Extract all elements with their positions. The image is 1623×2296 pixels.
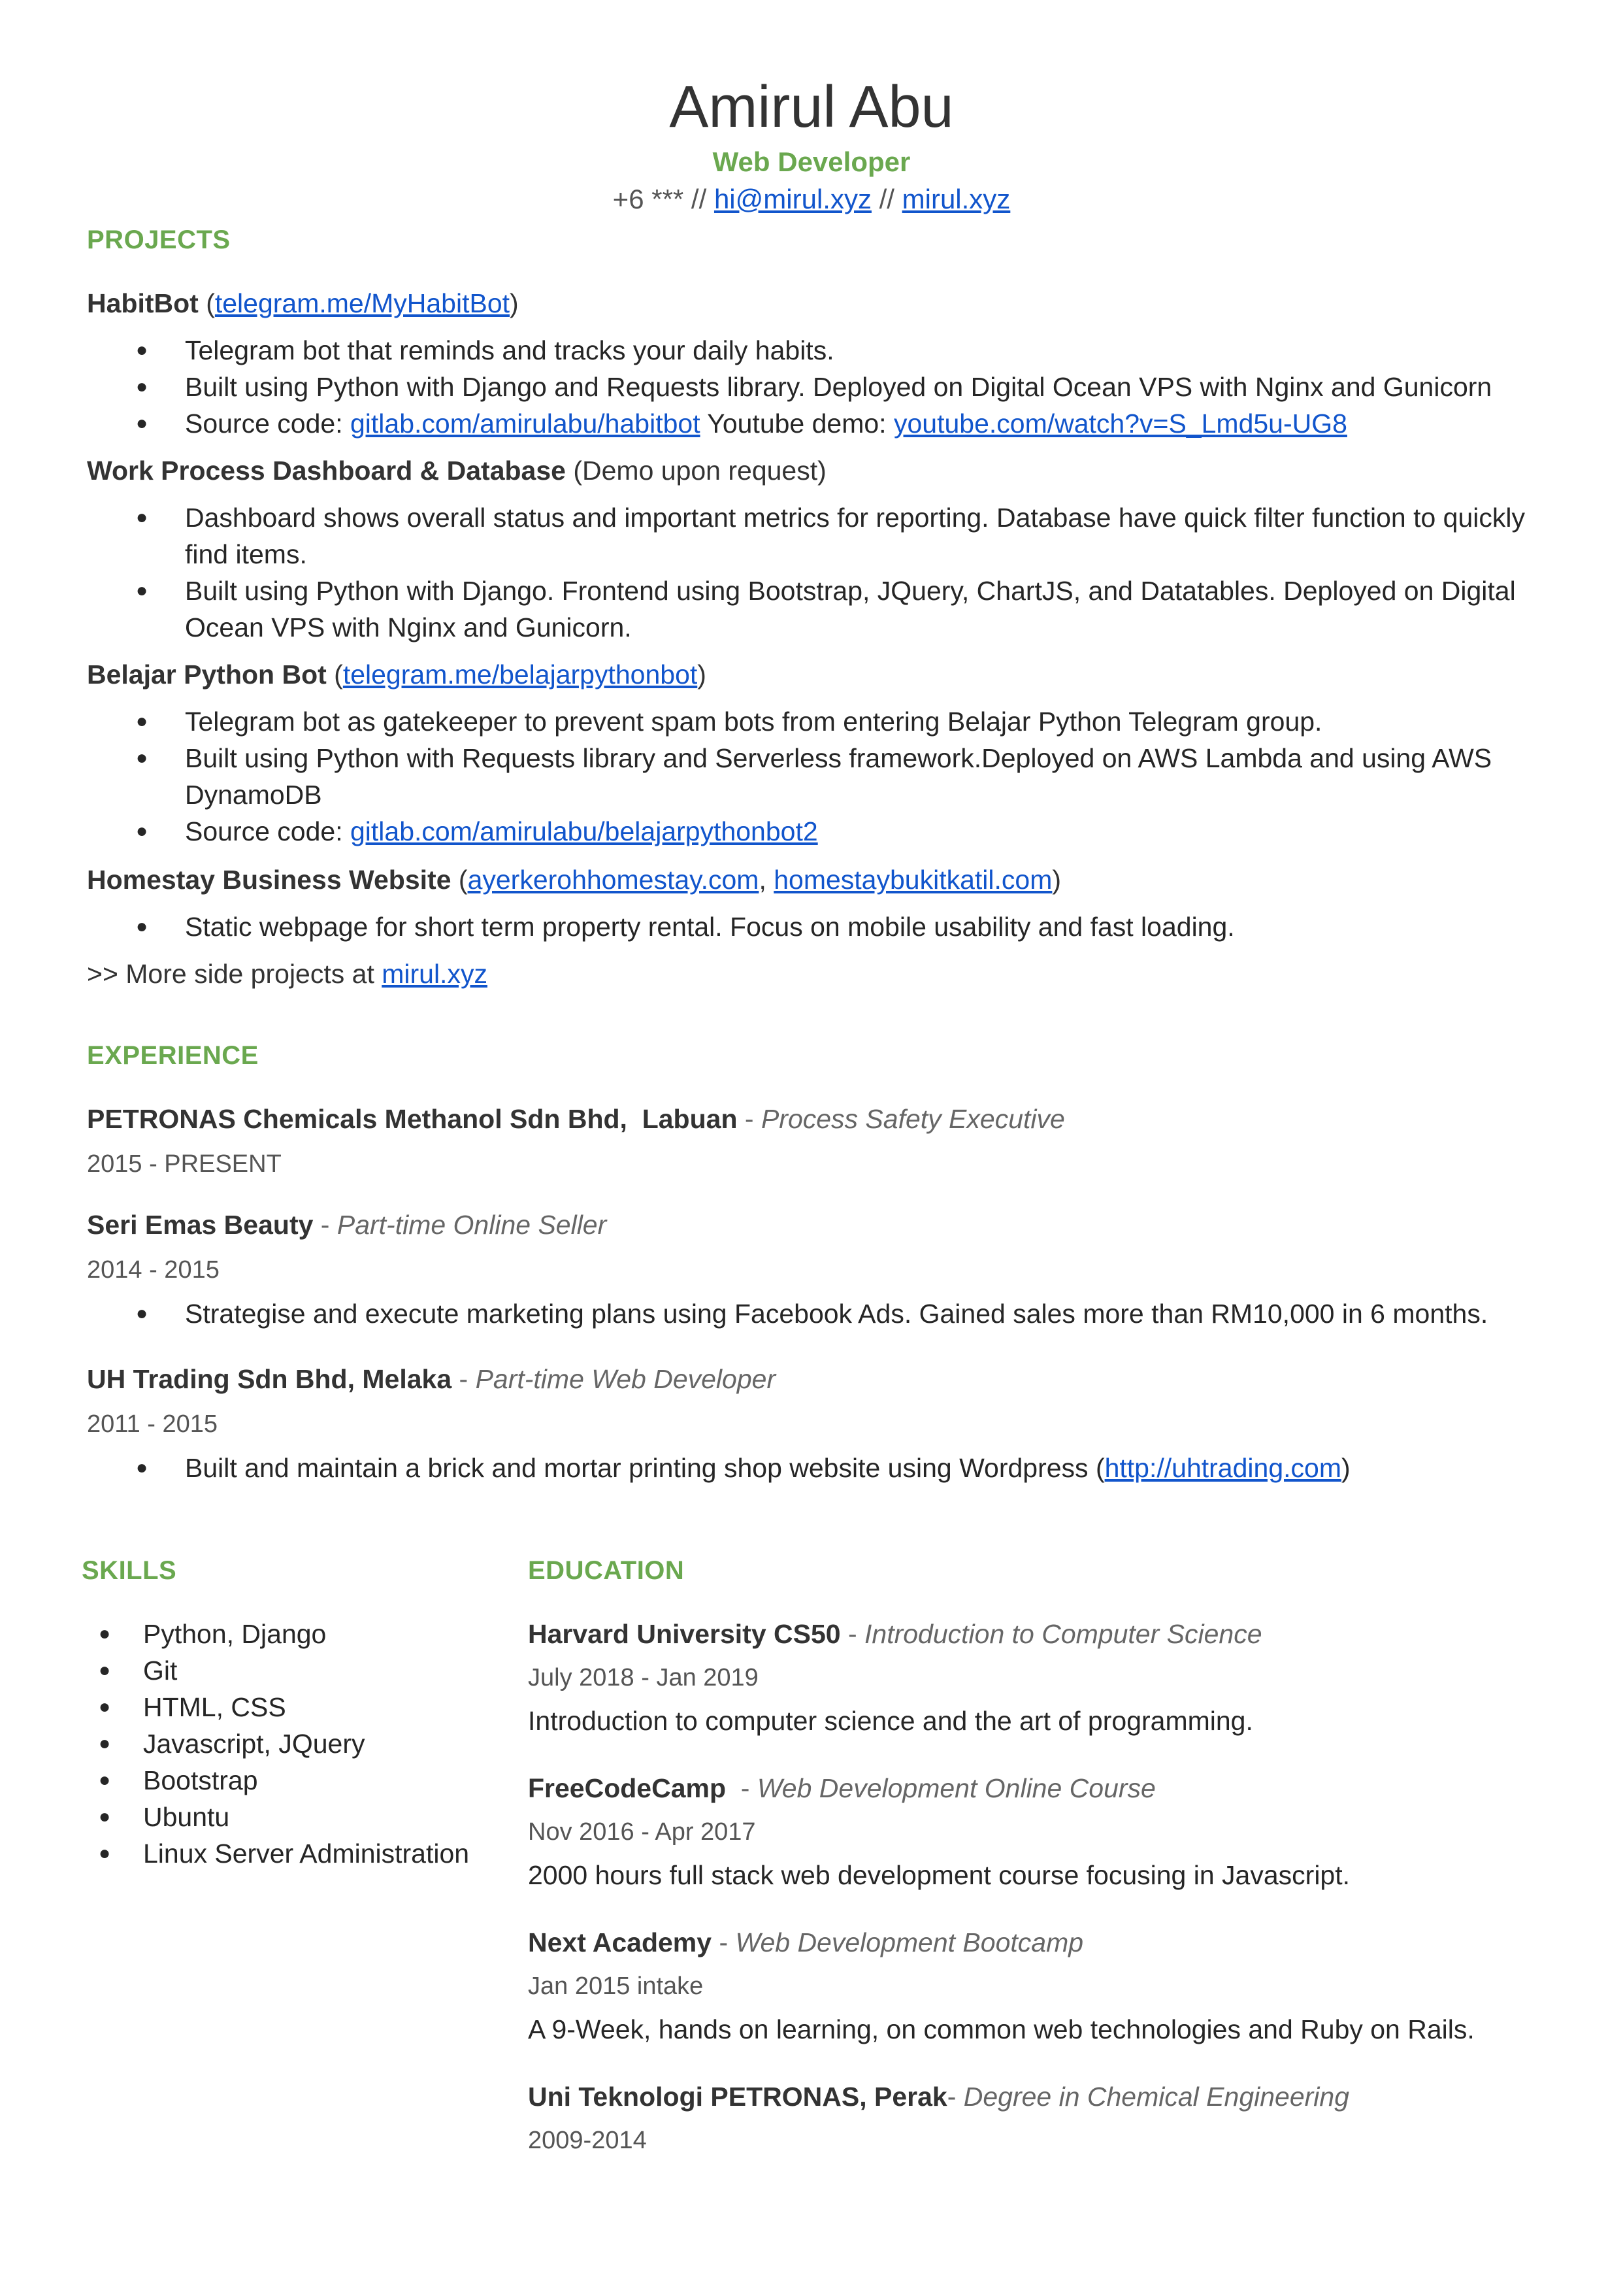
paren-close: ) xyxy=(510,288,519,318)
project-title: Belajar Python Bot xyxy=(87,659,327,690)
company-name: Seri Emas Beauty xyxy=(87,1210,314,1240)
project-link[interactable]: telegram.me/belajarpythonbot xyxy=(342,659,698,690)
list-item: ● Python, Django xyxy=(87,1616,492,1652)
education-item xyxy=(528,1616,1573,1740)
person-name: Amirul Abu xyxy=(669,75,954,140)
role-separator: - xyxy=(737,1104,761,1134)
paren-open: ( xyxy=(451,865,468,895)
contact-separator: // xyxy=(871,184,902,214)
school-name: FreeCodeCamp xyxy=(528,1773,727,1803)
school-name: Uni Teknologi PETRONAS, Perak xyxy=(528,2082,947,2112)
education-description: Introduction to computer science and the art of programming. xyxy=(528,1706,1253,1736)
website-link[interactable]: mirul.xyz xyxy=(902,184,1011,214)
project-homestay xyxy=(87,861,1550,945)
job-dates: 2011 - 2015 xyxy=(87,1410,218,1438)
course-separator: - xyxy=(840,1619,865,1649)
project-note: (Demo upon request) xyxy=(565,456,827,486)
more-projects-text: >> More side projects at xyxy=(87,959,382,989)
more-projects xyxy=(87,956,1550,992)
project-link-2[interactable]: homestaybukitkatil.com xyxy=(774,865,1053,895)
skills-list xyxy=(87,1616,492,1872)
skill-bullets xyxy=(87,1616,492,1872)
job-dates: 2015 - PRESENT xyxy=(87,1150,282,1178)
source-link[interactable]: gitlab.com/amirulabu/habitbot xyxy=(350,408,700,439)
paren-close: ) xyxy=(697,659,706,690)
project-title: Work Process Dashboard & Database xyxy=(87,456,566,486)
list-item xyxy=(87,405,1550,442)
project-link[interactable]: ayerkerohhomestay.com xyxy=(467,865,759,895)
list-item: ● Built using Python with Django and Requests library. Deployed on Digital Ocean VPS with Nginx and Gunicorn xyxy=(87,369,1550,405)
school-name: Harvard University CS50 xyxy=(528,1619,841,1649)
section-heading-experience: EXPERIENCE xyxy=(87,1041,259,1070)
project-bullets xyxy=(87,908,1550,945)
source-link[interactable]: gitlab.com/amirulabu/belajarpythonbot2 xyxy=(350,816,818,846)
bullet-text: Built and maintain a brick and mortar printing shop website using Wordpress ( xyxy=(185,1453,1105,1483)
education-description: 2000 hours full stack web development course focusing in Javascript. xyxy=(528,1860,1351,1890)
list-item: ● Linux Server Administration xyxy=(87,1835,492,1872)
education-dates: Nov 2016 - Apr 2017 xyxy=(528,1818,756,1846)
education-dates: July 2018 - Jan 2019 xyxy=(528,1664,759,1691)
list-item: ● Telegram bot that reminds and tracks your daily habits. xyxy=(87,332,1550,369)
education-description: A 9-Week, hands on learning, on common web technologies and Ruby on Rails. xyxy=(528,2014,1475,2044)
list-item: ● Telegram bot as gatekeeper to prevent spam bots from entering Belajar Python Telegram group. xyxy=(87,703,1550,740)
section-heading-education: EDUCATION xyxy=(528,1556,685,1585)
project-dashboard xyxy=(87,452,1550,646)
course-name: Web Development Online Course xyxy=(757,1773,1156,1803)
role-separator: - xyxy=(313,1210,337,1240)
list-item xyxy=(87,1450,1550,1486)
list-item: ● Bootstrap xyxy=(87,1762,492,1799)
paren-open: ( xyxy=(326,659,343,690)
school-name: Next Academy xyxy=(528,1927,712,1957)
job-role: Process Safety Executive xyxy=(761,1104,1065,1134)
contact-line xyxy=(0,180,1623,218)
project-habitbot xyxy=(87,285,1550,442)
list-item: ● Dashboard shows overall status and important metrics for reporting. Database have quick filter function to quickly find items. xyxy=(87,499,1550,573)
more-projects-link[interactable]: mirul.xyz xyxy=(382,959,487,989)
demo-label: Youtube demo: xyxy=(700,408,894,439)
phone-number: +6 *** xyxy=(612,184,684,214)
project-belajar-python-bot xyxy=(87,656,1550,850)
education-dates: Jan 2015 intake xyxy=(528,1972,704,2000)
project-title: HabitBot xyxy=(87,288,199,318)
experience-item xyxy=(87,1361,1550,1486)
job-bullets xyxy=(87,1450,1550,1486)
course-name: Introduction to Computer Science xyxy=(864,1619,1262,1649)
course-separator: - xyxy=(947,2082,964,2112)
list-item: ● Built using Python with Django. Frontend using Bootstrap, JQuery, ChartJS, and Datatables. Deployed on Digital Ocean VPS with Nginx and Gunicorn. xyxy=(87,573,1550,646)
project-bullets xyxy=(87,703,1550,850)
paren-close: ) xyxy=(1341,1453,1351,1483)
job-role: Part-time Online Seller xyxy=(336,1210,607,1240)
course-separator: - xyxy=(712,1927,736,1957)
section-heading-skills: SKILLS xyxy=(82,1556,177,1585)
list-item: ● Ubuntu xyxy=(87,1799,492,1835)
demo-link[interactable]: youtube.com/watch?v=S_Lmd5u-UG8 xyxy=(893,408,1347,439)
section-heading-projects: PROJECTS xyxy=(87,225,231,254)
job-dates: 2014 - 2015 xyxy=(87,1256,220,1284)
course-name: Web Development Bootcamp xyxy=(735,1927,1084,1957)
resume-header xyxy=(0,71,1623,218)
email-link[interactable]: hi@mirul.xyz xyxy=(713,184,872,214)
source-label: Source code: xyxy=(185,408,350,439)
job-role: Part-time Web Developer xyxy=(475,1364,776,1394)
course-name: Degree in Chemical Engineering xyxy=(963,2082,1350,2112)
source-label: Source code: xyxy=(185,816,350,846)
list-item: ● Built using Python with Requests library and Serverless framework.Deployed on AWS Lambda and using AWS DynamoDB xyxy=(87,740,1550,813)
education-item xyxy=(528,2078,1573,2158)
company-name: UH Trading Sdn Bhd, Melaka xyxy=(87,1364,452,1394)
paren-close: ) xyxy=(1052,865,1062,895)
contact-separator: // xyxy=(683,184,714,214)
job-bullets xyxy=(87,1295,1550,1332)
role-separator: - xyxy=(451,1364,476,1394)
list-item: ● Git xyxy=(87,1652,492,1689)
company-name: PETRONAS Chemicals Methanol Sdn Bhd, Labuan xyxy=(87,1104,738,1134)
list-item: ● Static webpage for short term property rental. Focus on mobile usability and fast loading. xyxy=(87,908,1550,945)
education-item xyxy=(528,1924,1573,2048)
list-item: ● HTML, CSS xyxy=(87,1689,492,1725)
list-item: ● Javascript, JQuery xyxy=(87,1725,492,1762)
link-separator: , xyxy=(759,865,774,895)
education-item xyxy=(528,1770,1573,1894)
project-bullets xyxy=(87,332,1550,442)
project-bullets xyxy=(87,499,1550,646)
uhtrading-link[interactable]: http://uhtrading.com xyxy=(1104,1453,1341,1483)
experience-item xyxy=(87,1206,1550,1332)
list-item: ● Strategise and execute marketing plans using Facebook Ads. Gained sales more than RM10,000 in 6 months. xyxy=(87,1295,1550,1332)
course-separator: - xyxy=(726,1773,757,1803)
project-link[interactable]: telegram.me/MyHabitBot xyxy=(214,288,510,318)
paren-open: ( xyxy=(198,288,215,318)
project-title: Homestay Business Website xyxy=(87,865,451,895)
list-item xyxy=(87,813,1550,850)
education-dates: 2009-2014 xyxy=(528,2127,647,2154)
experience-item xyxy=(87,1101,1550,1182)
job-title: Web Developer xyxy=(712,146,911,177)
